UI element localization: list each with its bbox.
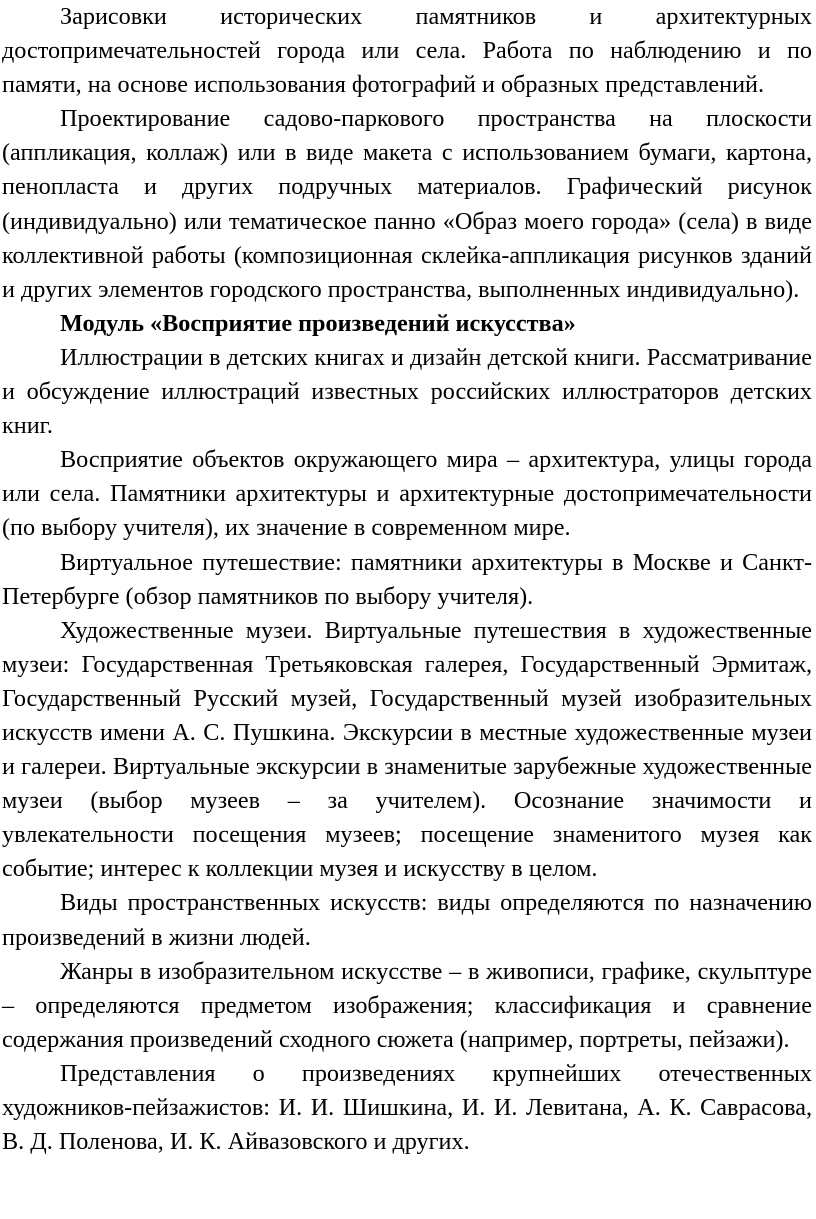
- paragraph-illustrations: Иллюстрации в детских книгах и дизайн детской книги. Рассматривание и обсуждение иллюстраций известных российских иллюстраторов детских книг.: [2, 343, 812, 440]
- paragraph-architecture-perception: Восприятие объектов окружающего мира – архитектура, улицы города или села. Памятники архитектуры и архитектурные достопримечательности (по выбору учителя), их значение в современном мире.: [2, 446, 812, 542]
- paragraph-park-design: Проектирование садово-паркового пространства на плоскости (аппликация, коллаж) или в виде макета с использованием бумаги, картона, пенопласта и других подручных материалов. Графический рисунок (индивидуально) или тематическое панно «Образ моего города» (села) в виде коллективной работы (композиционная склейка-аппликация рисунков зданий и других элементов городского пространства, выполненных индивидуально).: [2, 105, 812, 303]
- paragraph-sketches: Зарисовки исторических памятников и архитектурных достопримечательностей города или села. Работа по наблюдению и по памяти, на основе использования фотографий и образных представлений.: [2, 3, 812, 99]
- paragraph-landscape-painters: Представления о произведениях крупнейших отечественных художников-пейзажистов: И. И. Шишкина, И. И. Левитана, А. К. Саврасова, В. Д. Поленова, И. К. Айвазовского и других.: [2, 1059, 812, 1156]
- paragraph-virtual-journey: Виртуальное путешествие: памятники архитектуры в Москве и Санкт-Петербурге (обзор памятников по выбору учителя).: [2, 548, 812, 610]
- module-heading: Модуль «Восприятие произведений искусства»: [60, 309, 576, 337]
- paragraph-art-museums: Художественные музеи. Виртуальные путешествия в художественные музеи: Государственная Третьяковская галерея, Государственный Эрмитаж, Государственный Русский музей, Государственный музей изобразительных искусств имени А. С. Пушкина. Экскурсии в местные художественные музеи и галереи. Виртуальные экскурсии в знаменитые зарубежные художественные музеи (выбор музеев – за учителем). Осознание значимости и увлекательности посещения музеев; посещение знаменитого музея как событие; интерес к коллекции музея и искусству в целом.: [2, 616, 812, 883]
- paragraph-genres: Жанры в изобразительном искусстве – в живописи, графике, скульптуре – определяются предметом изображения; классификация и сравнение содержания произведений сходного сюжета (например, портреты, пейзажи).: [2, 957, 812, 1053]
- paragraph-spatial-arts: Виды пространственных искусств: виды определяются по назначению произведений в жизни людей.: [2, 889, 812, 951]
